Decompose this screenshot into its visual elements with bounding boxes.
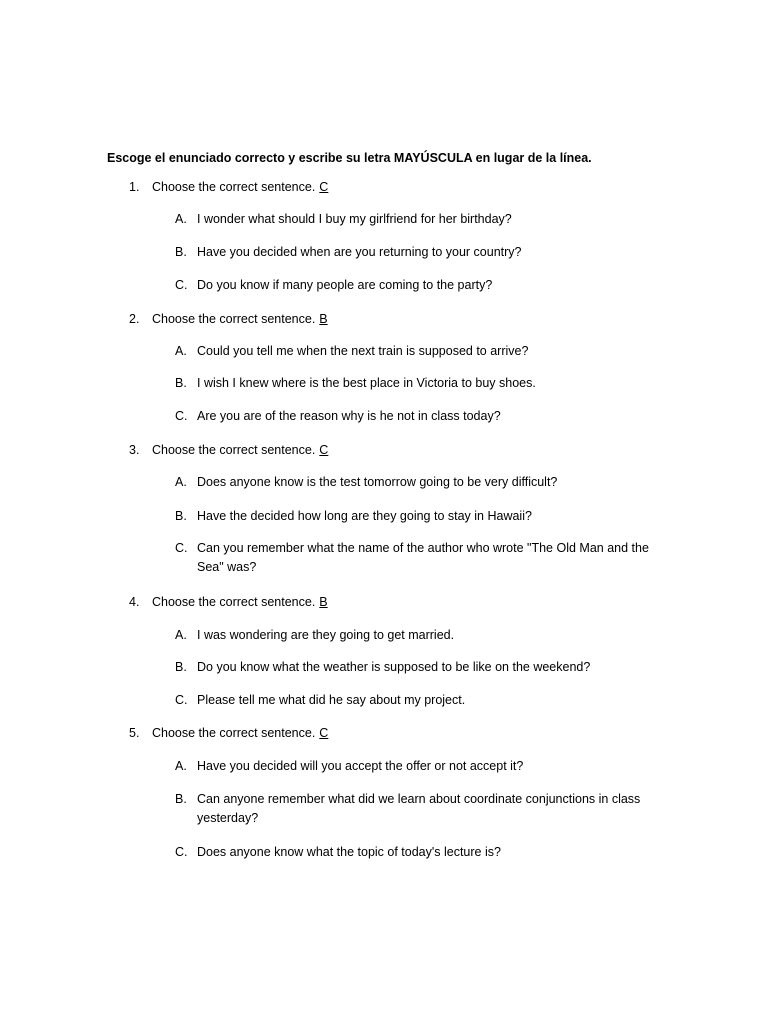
question-text: Choose the correct sentence. [152, 726, 316, 740]
option-text: Do you know what the weather is supposed to be like on the weekend? [197, 660, 591, 674]
option-letter: A. [175, 212, 187, 226]
question-number: 1. [129, 180, 140, 194]
option-letter: B. [175, 509, 187, 523]
question-4 [0, 593, 768, 612]
answer-blank: C [319, 726, 329, 740]
option-text: Are you are of the reason why is he not in class today? [197, 409, 501, 423]
option-letter: A. [175, 344, 187, 358]
option-text: I wish I knew where is the best place in Victoria to buy shoes. [197, 376, 536, 390]
option-text: Do you know if many people are coming to the party? [197, 278, 493, 292]
question-5 [0, 724, 768, 743]
option-letter: C. [175, 693, 188, 707]
option-text: Could you tell me when the next train is supposed to arrive? [197, 344, 529, 358]
option-text: Have you decided when are you returning to your country? [197, 245, 522, 259]
option-text: Have the decided how long are they going to stay in Hawaii? [197, 509, 532, 523]
option-text: Does anyone know is the test tomorrow going to be very difficult? [197, 475, 558, 489]
question-stem [152, 178, 328, 197]
option-letter: B. [175, 245, 187, 259]
question-text: Choose the correct sentence. [152, 443, 316, 457]
option-letter: A. [175, 628, 187, 642]
answer-blank: B [319, 312, 328, 326]
option-text: Does anyone know what the topic of today's lecture is? [197, 845, 501, 859]
question-text: Choose the correct sentence. [152, 595, 316, 609]
question-number: 4. [129, 595, 140, 609]
question-stem [152, 441, 328, 460]
question-text: Choose the correct sentence. [152, 312, 316, 326]
answer-blank: B [319, 595, 328, 609]
option-text: I was wondering are they going to get married. [197, 628, 455, 642]
answer-blank: C [319, 443, 329, 457]
question-3 [0, 441, 768, 460]
question-1 [0, 178, 768, 197]
option-letter: B. [175, 660, 187, 674]
instruction-heading: Escoge el enunciado correcto y escribe su letra MAYÚSCULA en lugar de la línea. [107, 151, 592, 165]
option-letter: C. [175, 541, 188, 555]
question-stem [152, 310, 328, 329]
question-stem [152, 593, 328, 612]
option-text: Can you remember what the name of the author who wrote "The Old Man and the Sea" was? [197, 541, 649, 574]
option-text: I wonder what should I buy my girlfriend for her birthday? [197, 212, 512, 226]
option-letter: A. [175, 759, 187, 773]
question-text: Choose the correct sentence. [152, 180, 316, 194]
question-number: 3. [129, 443, 140, 457]
question-stem [152, 724, 328, 743]
option-letter: A. [175, 475, 187, 489]
option-letter: B. [175, 376, 187, 390]
option-text: Have you decided will you accept the offer or not accept it? [197, 759, 524, 773]
question-number: 5. [129, 726, 140, 740]
option-text: Please tell me what did he say about my project. [197, 693, 466, 707]
option-letter: C. [175, 278, 188, 292]
option-letter: C. [175, 845, 188, 859]
option-letter: B. [175, 792, 187, 806]
option-text: Can anyone remember what did we learn about coordinate conjunctions in class yesterday? [197, 792, 641, 825]
question-2 [0, 310, 768, 329]
option-letter: C. [175, 409, 188, 423]
question-number: 2. [129, 312, 140, 326]
answer-blank: C [319, 180, 329, 194]
